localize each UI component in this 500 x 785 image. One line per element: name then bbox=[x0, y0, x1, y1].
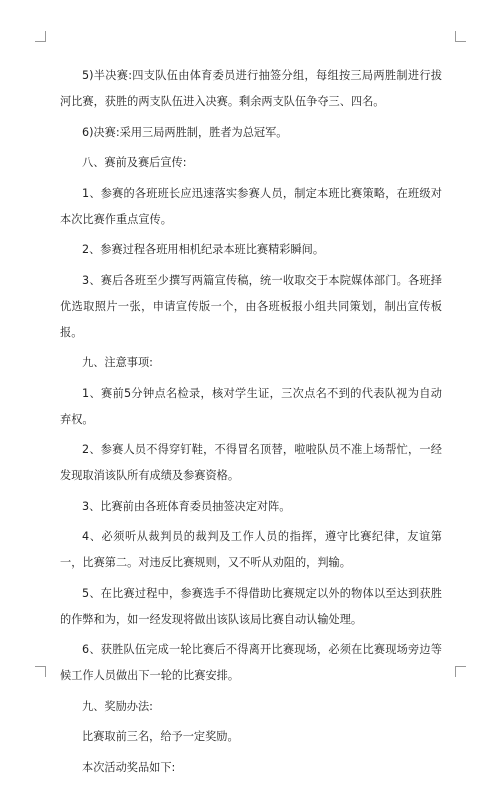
crop-mark-top-left bbox=[35, 31, 46, 42]
paragraph-publicity-1: 1、参赛的各班班长应迅速落实参赛人员，制定本班比赛策略，在班级对本次比赛作重点宣传。 bbox=[60, 186, 442, 226]
paragraph-note-5: 5、在比赛过程中，参赛选手不得借助比赛规定以外的物体以至达到获胜的作弊和为，如一经发现将做出该队该局比赛自动认输处理。 bbox=[60, 586, 442, 626]
crop-mark-bottom-right bbox=[455, 666, 466, 677]
paragraph-note-6: 6、获胜队伍完成一轮比赛后不得离开比赛现场，必须在比赛现场旁边等候工作人员做出下一轮的比赛安排。 bbox=[60, 643, 442, 682]
paragraph-publicity-3: 3、赛后各班至少撰写两篇宣传稿，统一收取交于本院媒体部门。各班择优选取照片一张，申请宣传版一个，由各班板报小组共同策划，制出宣传板报。 bbox=[60, 273, 442, 339]
paragraph-rewards: 比赛取前三名，给予一定奖励。 bbox=[82, 730, 239, 743]
paragraph-note-1: 1、赛前5分钟点名检录，核对学生证，三次点名不到的代表队视为自动弃权。 bbox=[60, 386, 442, 426]
heading-notes: 九、注意事项: bbox=[82, 356, 153, 369]
paragraph-semifinal: 5)半决赛:四支队伍由体育委员进行抽签分组，每组按三局两胜制进行拔河比赛，获胜的两支队伍进入决赛。剩余两支队伍争夺三、四名。 bbox=[60, 69, 442, 108]
paragraph-final: 6)决赛:采用三局两胜制，胜者为总冠军。 bbox=[82, 125, 288, 139]
heading-rewards: 九、奖励办法: bbox=[82, 699, 153, 713]
crop-mark-bottom-left bbox=[35, 666, 46, 677]
crop-mark-top-right bbox=[455, 31, 466, 42]
paragraph-note-4: 4、必须听从裁判员的裁判及工作人员的指挥，遵守比赛纪律，友谊第一，比赛第二。对违反比赛规则，又不听从劝阻的，判输。 bbox=[60, 530, 442, 569]
heading-publicity: 八、赛前及赛后宣传: bbox=[82, 156, 187, 169]
paragraph-prizes: 本次活动奖品如下: bbox=[82, 760, 176, 774]
paragraph-publicity-2: 2、参赛过程各班用相机纪录本班比赛精彩瞬间。 bbox=[82, 243, 325, 256]
paragraph-note-2: 2、参赛人员不得穿钉鞋，不得冒名顶替，啦啦队员不准上场帮忙，一经发现取消该队所有成绩及参赛资格。 bbox=[60, 443, 442, 482]
paragraph-note-3: 3、比赛前由各班体育委员抽签决定对阵。 bbox=[82, 499, 291, 513]
document-body bbox=[60, 63, 442, 785]
